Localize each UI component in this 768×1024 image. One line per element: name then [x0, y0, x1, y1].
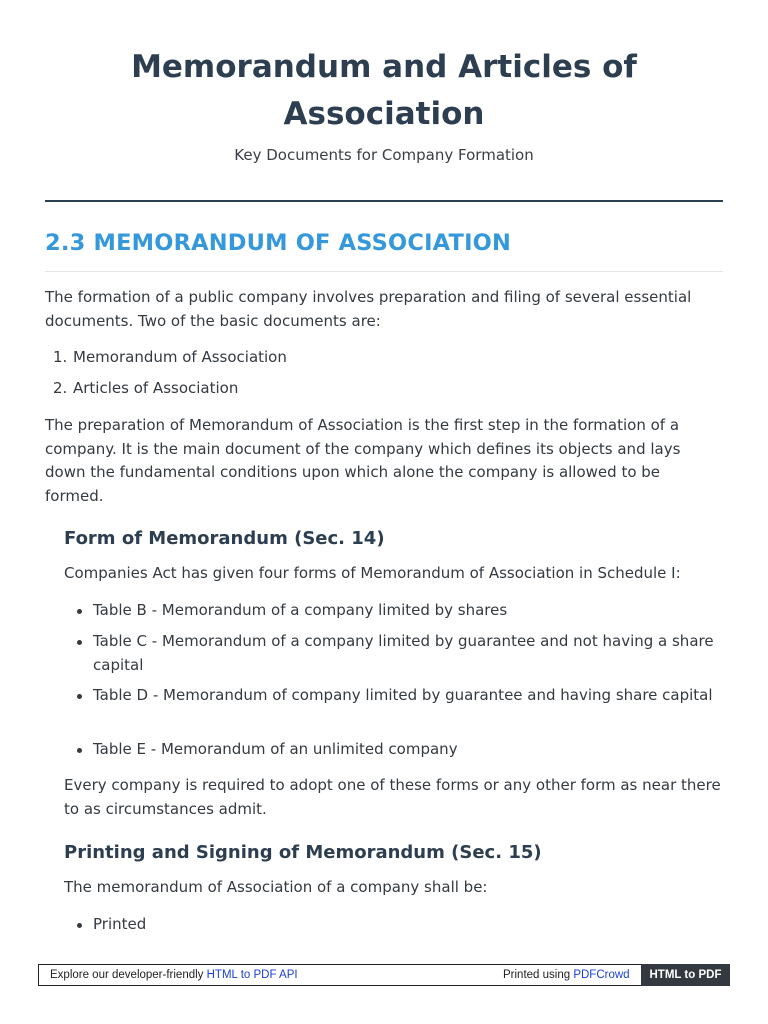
list-item: Memorandum of Association	[73, 348, 287, 366]
section-heading: 2.3 MEMORANDUM OF ASSOCIATION	[45, 230, 512, 256]
form-intro: Companies Act has given four forms of Memorandum of Association in Schedule I:	[64, 564, 681, 582]
list-number: 1.	[53, 348, 68, 366]
footer-explore-text: Explore our developer-friendly	[50, 969, 204, 981]
html-to-pdf-button[interactable]: HTML to PDF	[641, 964, 730, 986]
html-to-pdf-api-link[interactable]: HTML to PDF API	[206, 969, 298, 981]
footer-printed-text: Printed using	[503, 969, 571, 981]
intro-paragraph: The formation of a public company involves preparation and filing of several essential documents. Two of the basic documents are:	[45, 288, 692, 330]
list-item: Table D - Memorandum of company limited by guarantee and having share capital	[93, 686, 713, 704]
list-item: Articles of Association	[73, 379, 239, 397]
pdfcrowd-link[interactable]: PDFCrowd	[573, 969, 630, 981]
bullet	[77, 923, 82, 928]
footer-banner	[38, 964, 730, 986]
section-divider	[45, 271, 723, 272]
footer-explore	[50, 969, 298, 981]
form-closing: Every company is required to adopt one of these forms or any other form as near there to as circumstances admit.	[64, 776, 721, 818]
list-item: Table B - Memorandum of a company limited by shares	[93, 601, 508, 619]
list-item: Table C - Memorandum of a company limited by guarantee and not having a share capital	[93, 632, 714, 674]
list-item: Table E - Memorandum of an unlimited company	[93, 740, 458, 758]
bullet	[77, 609, 82, 614]
printing-heading: Printing and Signing of Memorandum (Sec. 15)	[64, 842, 542, 863]
printing-intro: The memorandum of Association of a company shall be:	[64, 878, 488, 896]
page-subtitle: Key Documents for Company Formation	[234, 146, 534, 164]
bullet	[77, 748, 82, 753]
footer-printed	[503, 969, 630, 981]
bullet	[77, 694, 82, 699]
body-paragraph: The preparation of Memorandum of Association is the first step in the formation of a company. It is the main document of the company which defines its objects and lays down the fundamental conditions upon which alone the company is allowed to be formed.	[45, 416, 681, 505]
form-heading: Form of Memorandum (Sec. 14)	[64, 528, 385, 549]
list-number: 2.	[53, 379, 68, 397]
list-item: Printed	[93, 915, 147, 933]
page-title: Memorandum and Articles of Association	[131, 49, 637, 132]
bullet	[77, 640, 82, 645]
title-divider	[45, 200, 723, 202]
